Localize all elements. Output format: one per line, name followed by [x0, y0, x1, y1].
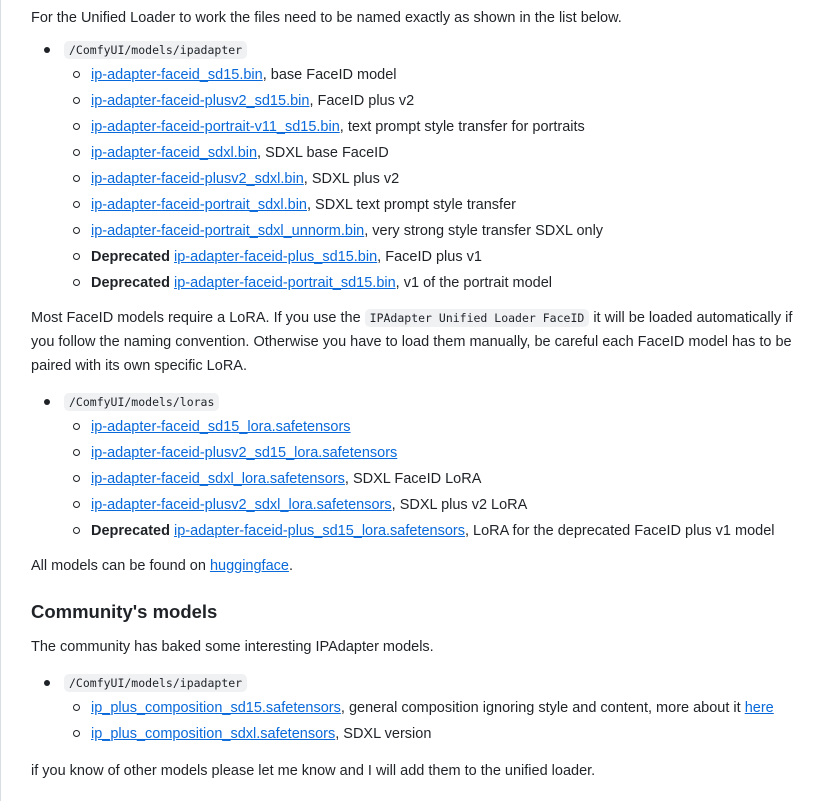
- folder-path: /ComfyUI/models/loras: [64, 393, 219, 411]
- circle-bullet-icon: [73, 71, 80, 78]
- deprecated-label: Deprecated: [91, 275, 170, 291]
- list-item: ip_plus_composition_sdxl.safetensors, SDXL version: [64, 721, 817, 747]
- model-link[interactable]: ip-adapter-faceid-plus_sd15_lora.safetensors: [174, 523, 465, 539]
- lora-file-list: [64, 414, 817, 544]
- model-link[interactable]: ip-adapter-faceid_sd15.bin: [91, 67, 263, 83]
- circle-bullet-icon: [73, 97, 80, 104]
- circle-bullet-icon: [73, 149, 80, 156]
- list-item: [31, 390, 817, 544]
- lora-models-list: [31, 390, 817, 544]
- circle-bullet-icon: [73, 123, 80, 130]
- list-item: [64, 192, 817, 218]
- model-description: , SDXL plus v2 LoRA: [391, 497, 528, 513]
- model-description: , SDXL plus v2: [303, 171, 400, 187]
- model-link[interactable]: ip-adapter-faceid-portrait_sd15.bin: [174, 275, 396, 291]
- list-item: [64, 218, 817, 244]
- model-description: , very strong style transfer SDXL only: [364, 223, 604, 239]
- model-description: , SDXL base FaceID: [257, 145, 389, 161]
- deprecated-label: Deprecated: [91, 523, 170, 539]
- model-link[interactable]: ip-adapter-faceid-portrait_sdxl_unnorm.bin: [91, 223, 365, 239]
- model-link[interactable]: ip-adapter-faceid-plusv2_sd15_lora.safetensors: [91, 445, 398, 461]
- community-models-list: [31, 671, 817, 747]
- bullet-icon: [44, 47, 50, 53]
- model-description: , LoRA for the deprecated FaceID plus v1 model: [465, 523, 775, 539]
- community-heading: Community's models: [31, 601, 218, 622]
- list-item: [64, 244, 817, 270]
- list-item: [64, 88, 817, 114]
- bullet-icon: [44, 680, 50, 686]
- circle-bullet-icon: [73, 475, 80, 482]
- list-item: [64, 62, 817, 88]
- deprecated-label: Deprecated: [91, 249, 170, 265]
- community-intro: The community has baked some interesting IPAdapter models.: [31, 639, 434, 655]
- model-description: , v1 of the portrait model: [395, 275, 553, 291]
- model-link[interactable]: ip_plus_composition_sdxl.safetensors: [91, 726, 336, 742]
- list-item: [64, 140, 817, 166]
- model-description: , base FaceID model: [262, 67, 397, 83]
- list-item: [64, 270, 817, 296]
- list-item: [64, 114, 817, 140]
- model-link[interactable]: ip-adapter-faceid-portrait_sdxl.bin: [91, 197, 307, 213]
- list-item: [31, 671, 817, 747]
- model-description: , FaceID plus v2: [309, 93, 415, 109]
- list-item: ip_plus_composition_sd15.safetensors, general composition ignoring style and content, more about it here: [64, 695, 817, 721]
- list-item: [64, 518, 817, 544]
- faceid-file-list: [64, 62, 817, 296]
- list-item: [64, 466, 817, 492]
- list-item: [64, 440, 817, 466]
- model-description: , SDXL FaceID LoRA: [344, 471, 482, 487]
- model-description: , SDXL text prompt style transfer: [307, 197, 516, 213]
- faceid-models-list: [31, 38, 817, 296]
- circle-bullet-icon: [73, 279, 80, 286]
- lora-paragraph: Most FaceID models require a LoRA. If you use the IPAdapter Unified Loader FaceID it will be loaded automatically if you follow the naming convention. Otherwise you have to load them manually, be careful each FaceID model has to be paired with its own specific LoRA.: [31, 310, 793, 374]
- model-link[interactable]: ip-adapter-faceid-portrait-v11_sd15.bin: [91, 119, 340, 135]
- model-link[interactable]: ip-adapter-faceid_sdxl.bin: [91, 145, 258, 161]
- outro-paragraph: if you know of other models please let me know and I will add them to the unified loader.: [31, 763, 596, 779]
- model-link[interactable]: ip-adapter-faceid-plusv2_sd15.bin: [91, 93, 310, 109]
- circle-bullet-icon: [73, 227, 80, 234]
- circle-bullet-icon: [73, 527, 80, 534]
- circle-bullet-icon: [73, 423, 80, 430]
- bullet-icon: [44, 399, 50, 405]
- here-link[interactable]: here: [744, 700, 774, 716]
- list-item: [31, 38, 817, 296]
- list-item: [64, 166, 817, 192]
- list-item: [64, 414, 817, 440]
- unified-loader-code: IPAdapter Unified Loader FaceID: [365, 309, 590, 327]
- folder-path: /ComfyUI/models/ipadapter: [64, 674, 247, 692]
- model-description: , text prompt style transfer for portraits: [339, 119, 585, 135]
- model-link[interactable]: ip-adapter-faceid-plus_sd15.bin: [174, 249, 378, 265]
- community-file-list: [64, 695, 817, 747]
- circle-bullet-icon: [73, 253, 80, 260]
- huggingface-link[interactable]: huggingface: [209, 558, 289, 574]
- circle-bullet-icon: [73, 730, 80, 737]
- circle-bullet-icon: [73, 501, 80, 508]
- circle-bullet-icon: [73, 175, 80, 182]
- folder-path: /ComfyUI/models/ipadapter: [64, 41, 247, 59]
- circle-bullet-icon: [73, 704, 80, 711]
- model-description: , FaceID plus v1: [377, 249, 482, 265]
- model-link[interactable]: ip-adapter-faceid_sd15_lora.safetensors: [91, 419, 351, 435]
- circle-bullet-icon: [73, 201, 80, 208]
- models-found-paragraph: All models can be found on huggingface.: [31, 558, 293, 574]
- intro-paragraph: For the Unified Loader to work the files need to be named exactly as shown in the list below.: [31, 10, 622, 26]
- model-link[interactable]: ip-adapter-faceid_sdxl_lora.safetensors: [91, 471, 345, 487]
- model-link[interactable]: ip-adapter-faceid-plusv2_sdxl.bin: [91, 171, 304, 187]
- model-link[interactable]: ip_plus_composition_sd15.safetensors: [91, 700, 341, 716]
- model-link[interactable]: ip-adapter-faceid-plusv2_sdxl_lora.safetensors: [91, 497, 392, 513]
- list-item: [64, 492, 817, 518]
- circle-bullet-icon: [73, 449, 80, 456]
